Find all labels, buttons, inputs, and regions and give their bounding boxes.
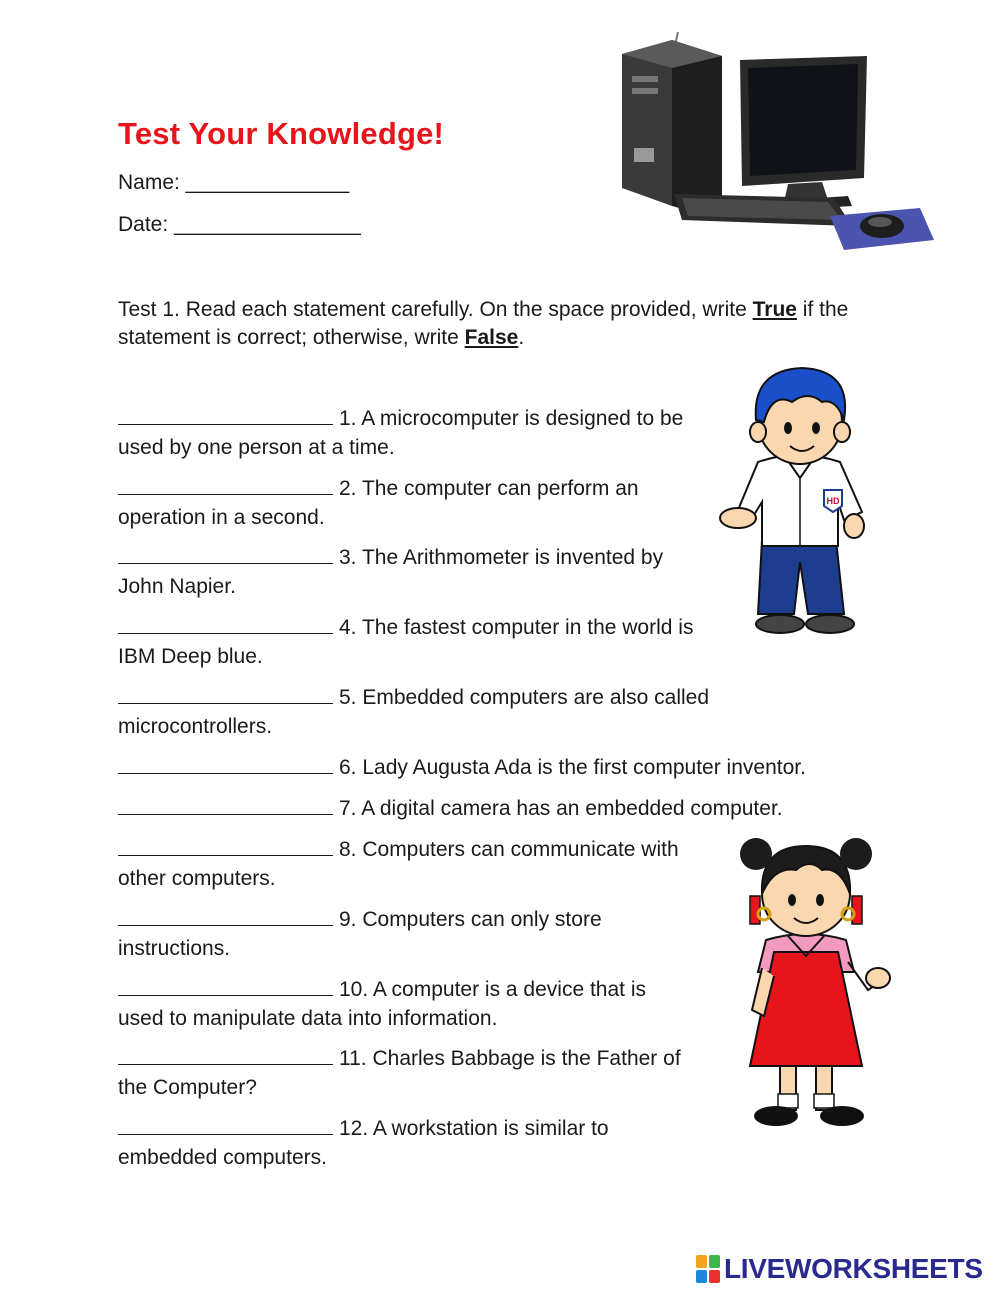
question-text: 5. Embedded computers are also called (339, 686, 710, 709)
desktop-computer-illustration (612, 16, 942, 256)
answer-blank[interactable] (118, 976, 333, 996)
answer-blank[interactable] (118, 405, 333, 425)
boy-student-illustration (712, 362, 887, 640)
answer-blank[interactable] (118, 836, 333, 856)
question-text: 8. Computers can communicate with (339, 838, 679, 861)
question-item (118, 613, 693, 671)
instructions-text-2: if the statement is correct; otherwise, write (118, 298, 849, 349)
question-item (118, 404, 683, 462)
question-text-cont: IBM Deep blue. (118, 645, 263, 668)
question-text: 1. A microcomputer is designed to be (339, 407, 684, 430)
question-item (118, 1114, 609, 1172)
question-item (118, 1044, 681, 1102)
question-text-cont: operation in a second. (118, 506, 325, 529)
question-text: 2. The computer can perform an (339, 477, 639, 500)
question-text: 7. A digital camera has an embedded computer. (339, 797, 783, 820)
answer-blank[interactable] (118, 614, 333, 634)
girl-student-illustration (730, 832, 895, 1134)
answer-blank[interactable] (118, 544, 333, 564)
answer-blank[interactable] (118, 906, 333, 926)
instructions-text-3: . (518, 326, 525, 349)
question-item (118, 543, 663, 601)
true-keyword: True (752, 298, 797, 321)
question-item (118, 975, 646, 1033)
question-text: 10. A computer is a device that is (339, 978, 647, 1001)
answer-blank[interactable] (118, 475, 333, 495)
question-text: 9. Computers can only store (339, 908, 602, 931)
question-item (118, 835, 679, 893)
question-text-cont: used by one person at a time. (118, 436, 395, 459)
question-text-cont: microcontrollers. (118, 715, 273, 738)
question-text-cont: embedded computers. (118, 1146, 327, 1169)
question-item (118, 683, 709, 741)
instructions (118, 296, 898, 352)
question-text: 4. The fastest computer in the world is (339, 616, 694, 639)
question-text: 3. The Arithmometer is invented by (339, 546, 664, 569)
question-item (118, 753, 806, 782)
answer-blank[interactable] (118, 1045, 333, 1065)
false-keyword: False (464, 326, 519, 349)
answer-blank[interactable] (118, 1115, 333, 1135)
brand-name: LIVEWORKSHEETS (724, 1253, 983, 1284)
name-field[interactable]: Name: ______________ (118, 171, 350, 194)
answer-blank[interactable] (118, 684, 333, 704)
answer-blank[interactable] (118, 795, 333, 815)
question-text-cont: John Napier. (118, 575, 236, 598)
question-item (118, 794, 783, 823)
question-text-cont: other computers. (118, 867, 276, 890)
badge-text: HD (826, 496, 840, 506)
liveworksheets-logo (696, 1252, 983, 1286)
question-text: 12. A workstation is similar to (339, 1117, 609, 1140)
question-text: 6. Lady Augusta Ada is the first computer inventor. (339, 756, 806, 779)
page-title: Test Your Knowledge! (118, 116, 445, 151)
answer-blank[interactable] (118, 754, 333, 774)
question-text-cont: instructions. (118, 937, 231, 960)
date-field[interactable]: Date: ________________ (118, 213, 361, 236)
question-item (118, 905, 602, 963)
question-text-cont: the Computer? (118, 1076, 257, 1099)
question-item (118, 474, 639, 532)
question-text-cont: used to manipulate data into information. (118, 1007, 498, 1030)
instructions-text: Test 1. Read each statement carefully. On the space provided, write (118, 298, 753, 321)
question-text: 11. Charles Babbage is the Father of (339, 1047, 681, 1070)
liveworksheets-icon (696, 1255, 720, 1283)
